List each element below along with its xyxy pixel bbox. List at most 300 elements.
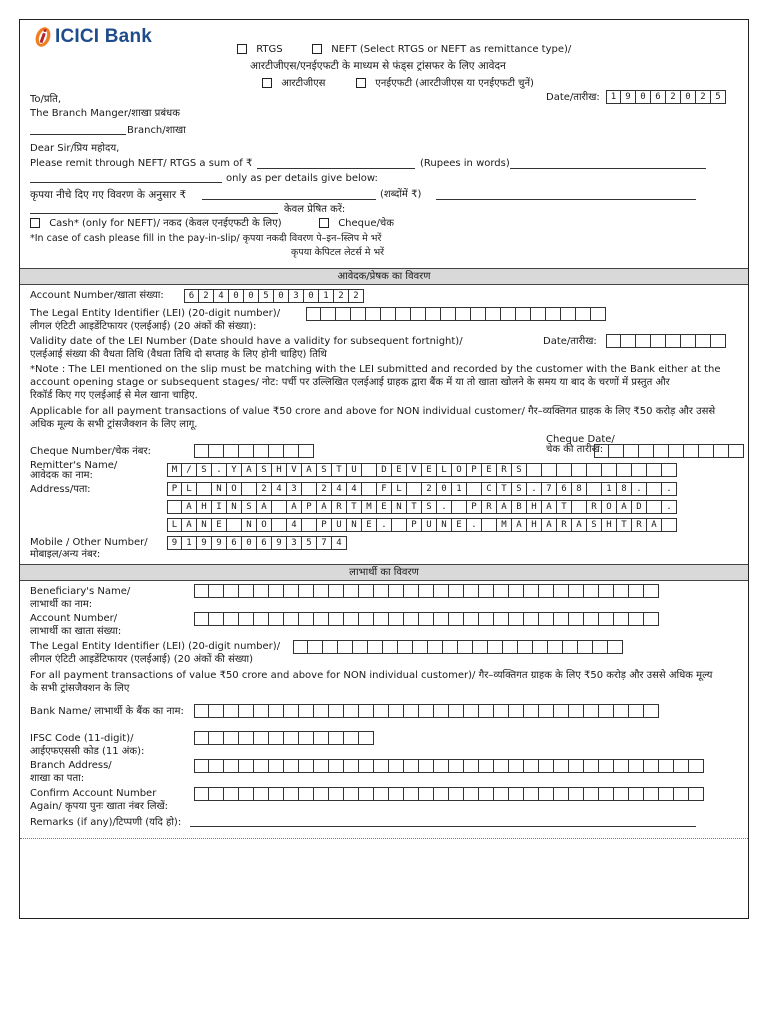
cheque-date-boxes[interactable] (594, 444, 744, 458)
account-digit-box[interactable]: 2 (334, 289, 349, 303)
address-char-box[interactable] (647, 500, 662, 514)
address-char-box[interactable]: M (497, 518, 512, 532)
beneficiary-lei-digit-box[interactable] (428, 640, 443, 654)
lei-digit-box[interactable] (321, 307, 336, 321)
date-digit-box[interactable]: 9 (621, 90, 636, 104)
beneficiary-account-digit-box[interactable] (464, 612, 479, 626)
mobile-digit-box[interactable]: 6 (257, 536, 272, 550)
rtgs-checkbox[interactable] (237, 44, 247, 54)
address-char-box[interactable]: O (257, 518, 272, 532)
ifsc-char-box[interactable] (194, 731, 209, 745)
branch-address-char-box[interactable] (389, 759, 404, 773)
address-char-box[interactable] (452, 500, 467, 514)
lei-digit-box[interactable] (306, 307, 321, 321)
date-digit-box[interactable]: 0 (636, 90, 651, 104)
address-char-box[interactable]: O (602, 500, 617, 514)
beneficiary-lei-digit-box[interactable] (548, 640, 563, 654)
confirm-account-digit-box[interactable] (509, 787, 524, 801)
account-digit-box[interactable]: 2 (199, 289, 214, 303)
confirm-account-digit-box[interactable] (254, 787, 269, 801)
remitter-char-box[interactable]: E (482, 463, 497, 477)
beneficiary-name-char-box[interactable] (239, 584, 254, 598)
confirm-account-digit-box[interactable] (554, 787, 569, 801)
neft-hi-checkbox[interactable] (356, 78, 366, 88)
bank-name-char-box[interactable] (464, 704, 479, 718)
beneficiary-lei-digit-box[interactable] (398, 640, 413, 654)
address-char-box[interactable]: L (182, 482, 197, 496)
branch-address-char-box[interactable] (404, 759, 419, 773)
bank-name-char-box[interactable] (314, 704, 329, 718)
address-char-box[interactable] (482, 518, 497, 532)
address-char-box[interactable]: N (437, 518, 452, 532)
confirm-account-digit-box[interactable] (314, 787, 329, 801)
address-char-box[interactable]: N (242, 518, 257, 532)
cheque-digit-box[interactable] (269, 444, 284, 458)
remitter-char-box[interactable]: R (497, 463, 512, 477)
beneficiary-name-char-box[interactable] (404, 584, 419, 598)
bank-name-char-box[interactable] (239, 704, 254, 718)
validity-date-digit-box[interactable] (651, 334, 666, 348)
bank-name-char-box[interactable] (389, 704, 404, 718)
rtgs-hi-option[interactable] (262, 78, 325, 90)
beneficiary-account-digit-box[interactable] (629, 612, 644, 626)
address-char-box[interactable]: T (407, 500, 422, 514)
cheque-date-digit-box[interactable] (684, 444, 699, 458)
beneficiary-account-digit-box[interactable] (374, 612, 389, 626)
confirm-account-digit-box[interactable] (404, 787, 419, 801)
cheque-option[interactable] (319, 218, 394, 230)
validity-date-digit-box[interactable] (711, 334, 726, 348)
amount-hi-line[interactable] (202, 199, 376, 200)
branch-address-char-box[interactable] (434, 759, 449, 773)
address-char-box[interactable]: O (227, 482, 242, 496)
beneficiary-account-digit-box[interactable] (524, 612, 539, 626)
beneficiary-name-char-box[interactable] (419, 584, 434, 598)
address-char-box[interactable]: S (512, 482, 527, 496)
beneficiary-name-char-box[interactable] (599, 584, 614, 598)
remitter-char-box[interactable]: A (302, 463, 317, 477)
address-char-box[interactable]: R (482, 500, 497, 514)
beneficiary-name-char-box[interactable] (509, 584, 524, 598)
remitter-char-box[interactable] (542, 463, 557, 477)
lei-digit-box[interactable] (336, 307, 351, 321)
confirm-account-digit-box[interactable] (644, 787, 659, 801)
confirm-account-digit-box[interactable] (524, 787, 539, 801)
address-char-box[interactable]: T (347, 500, 362, 514)
mobile-digit-box[interactable]: 6 (227, 536, 242, 550)
lei-digit-box[interactable] (561, 307, 576, 321)
confirm-account-digit-box[interactable] (209, 787, 224, 801)
beneficiary-lei-digit-box[interactable] (368, 640, 383, 654)
confirm-account-digit-box[interactable] (344, 787, 359, 801)
remitter-char-box[interactable]: E (392, 463, 407, 477)
confirm-account-digit-box[interactable] (284, 787, 299, 801)
beneficiary-name-boxes[interactable] (194, 584, 659, 598)
confirm-account-digit-box[interactable] (449, 787, 464, 801)
remitter-char-box[interactable] (362, 463, 377, 477)
cheque-date-digit-box[interactable] (609, 444, 624, 458)
beneficiary-lei-digit-box[interactable] (413, 640, 428, 654)
address-char-box[interactable] (467, 482, 482, 496)
cheque-checkbox[interactable] (319, 218, 329, 228)
beneficiary-account-digit-box[interactable] (329, 612, 344, 626)
date-boxes[interactable] (606, 90, 726, 104)
address-char-box[interactable]: A (497, 500, 512, 514)
beneficiary-lei-digit-box[interactable] (533, 640, 548, 654)
address-char-box[interactable] (227, 518, 242, 532)
branch-address-char-box[interactable] (254, 759, 269, 773)
confirm-account-digit-box[interactable] (689, 787, 704, 801)
lei-validity-date-boxes[interactable] (606, 334, 726, 348)
address-char-box[interactable]: . (632, 482, 647, 496)
neft-option[interactable] (312, 44, 571, 56)
cheque-digit-box[interactable] (194, 444, 209, 458)
beneficiary-account-digit-box[interactable] (209, 612, 224, 626)
confirm-account-digit-box[interactable] (359, 787, 374, 801)
beneficiary-name-char-box[interactable] (389, 584, 404, 598)
ifsc-char-box[interactable] (359, 731, 374, 745)
ifsc-char-box[interactable] (344, 731, 359, 745)
cheque-date-digit-box[interactable] (729, 444, 744, 458)
address-row-1-boxes[interactable] (167, 482, 677, 496)
remitter-char-box[interactable]: L (437, 463, 452, 477)
confirm-account-digit-box[interactable] (629, 787, 644, 801)
address-char-box[interactable]: 3 (287, 482, 302, 496)
address-char-box[interactable]: 0 (437, 482, 452, 496)
cheque-date-digit-box[interactable] (594, 444, 609, 458)
address-char-box[interactable]: H (197, 500, 212, 514)
address-char-box[interactable]: S (587, 518, 602, 532)
address-char-box[interactable] (302, 518, 317, 532)
remitter-char-box[interactable]: D (377, 463, 392, 477)
address-char-box[interactable] (362, 482, 377, 496)
beneficiary-lei-digit-box[interactable] (518, 640, 533, 654)
beneficiary-name-char-box[interactable] (269, 584, 284, 598)
account-digit-box[interactable]: 3 (289, 289, 304, 303)
remitter-char-box[interactable]: Y (227, 463, 242, 477)
bank-name-char-box[interactable] (299, 704, 314, 718)
address-char-box[interactable]: 4 (332, 482, 347, 496)
address-char-box[interactable]: A (287, 500, 302, 514)
neft-checkbox[interactable] (312, 44, 322, 54)
address-char-box[interactable]: I (212, 500, 227, 514)
address-char-box[interactable]: 6 (557, 482, 572, 496)
rtgs-hi-checkbox[interactable] (262, 78, 272, 88)
beneficiary-account-digit-box[interactable] (239, 612, 254, 626)
bank-name-char-box[interactable] (644, 704, 659, 718)
ifsc-char-box[interactable] (329, 731, 344, 745)
address-char-box[interactable]: N (197, 518, 212, 532)
address-char-box[interactable]: T (557, 500, 572, 514)
address-char-box[interactable]: 1 (452, 482, 467, 496)
cheque-date-digit-box[interactable] (654, 444, 669, 458)
address-char-box[interactable]: H (527, 500, 542, 514)
date-digit-box[interactable]: 2 (696, 90, 711, 104)
beneficiary-lei-digit-box[interactable] (308, 640, 323, 654)
branch-address-char-box[interactable] (359, 759, 374, 773)
address-char-box[interactable] (662, 518, 677, 532)
confirm-account-digit-box[interactable] (374, 787, 389, 801)
address-char-box[interactable]: 4 (287, 518, 302, 532)
confirm-account-digit-box[interactable] (494, 787, 509, 801)
account-digit-box[interactable]: 1 (319, 289, 334, 303)
ifsc-char-box[interactable] (254, 731, 269, 745)
beneficiary-name-char-box[interactable] (299, 584, 314, 598)
beneficiary-account-digit-box[interactable] (434, 612, 449, 626)
beneficiary-name-char-box[interactable] (629, 584, 644, 598)
address-char-box[interactable]: 4 (272, 482, 287, 496)
beneficiary-name-char-box[interactable] (524, 584, 539, 598)
branch-address-char-box[interactable] (674, 759, 689, 773)
address-char-box[interactable]: 2 (422, 482, 437, 496)
address-char-box[interactable]: E (452, 518, 467, 532)
bank-name-char-box[interactable] (344, 704, 359, 718)
cheque-date-digit-box[interactable] (669, 444, 684, 458)
remitter-char-box[interactable]: A (242, 463, 257, 477)
bank-name-char-box[interactable] (284, 704, 299, 718)
beneficiary-lei-boxes[interactable] (293, 640, 623, 654)
cheque-date-digit-box[interactable] (699, 444, 714, 458)
confirm-account-digit-box[interactable] (239, 787, 254, 801)
address-char-box[interactable] (242, 482, 257, 496)
address-char-box[interactable]: M (362, 500, 377, 514)
account-digit-box[interactable]: 4 (214, 289, 229, 303)
address-char-box[interactable] (647, 482, 662, 496)
lei-digit-box[interactable] (516, 307, 531, 321)
beneficiary-account-digit-box[interactable] (569, 612, 584, 626)
amount-line[interactable] (257, 168, 415, 169)
remitter-char-box[interactable] (632, 463, 647, 477)
branch-address-char-box[interactable] (689, 759, 704, 773)
ifsc-char-box[interactable] (284, 731, 299, 745)
branch-address-boxes[interactable] (194, 759, 704, 773)
address-char-box[interactable]: L (167, 518, 182, 532)
mobile-digit-box[interactable]: 7 (317, 536, 332, 550)
bank-name-char-box[interactable] (569, 704, 584, 718)
beneficiary-name-char-box[interactable] (479, 584, 494, 598)
beneficiary-account-digit-box[interactable] (254, 612, 269, 626)
bank-name-char-box[interactable] (584, 704, 599, 718)
address-char-box[interactable]: H (527, 518, 542, 532)
ifsc-char-box[interactable] (269, 731, 284, 745)
branch-address-char-box[interactable] (194, 759, 209, 773)
address-char-box[interactable]: S (422, 500, 437, 514)
branch-address-char-box[interactable] (599, 759, 614, 773)
address-char-box[interactable] (572, 500, 587, 514)
beneficiary-account-digit-box[interactable] (614, 612, 629, 626)
bank-name-char-box[interactable] (614, 704, 629, 718)
address-char-box[interactable]: A (182, 518, 197, 532)
remitter-char-box[interactable]: / (182, 463, 197, 477)
address-char-box[interactable]: N (212, 482, 227, 496)
address-char-box[interactable]: F (377, 482, 392, 496)
remitter-char-box[interactable]: O (452, 463, 467, 477)
address-char-box[interactable]: C (482, 482, 497, 496)
bank-name-char-box[interactable] (494, 704, 509, 718)
remitter-char-box[interactable]: U (347, 463, 362, 477)
beneficiary-name-char-box[interactable] (344, 584, 359, 598)
remitter-char-box[interactable]: S (512, 463, 527, 477)
bank-name-char-box[interactable] (269, 704, 284, 718)
date-digit-box[interactable]: 0 (681, 90, 696, 104)
beneficiary-account-digit-box[interactable] (194, 612, 209, 626)
address-char-box[interactable]: E (377, 500, 392, 514)
branch-address-char-box[interactable] (299, 759, 314, 773)
address-char-box[interactable]: L (392, 482, 407, 496)
bank-name-char-box[interactable] (479, 704, 494, 718)
ifsc-char-box[interactable] (314, 731, 329, 745)
cheque-digit-box[interactable] (299, 444, 314, 458)
address-char-box[interactable]: N (347, 518, 362, 532)
account-digit-box[interactable]: 0 (244, 289, 259, 303)
beneficiary-account-digit-box[interactable] (599, 612, 614, 626)
address-char-box[interactable]: P (407, 518, 422, 532)
branch-address-char-box[interactable] (659, 759, 674, 773)
remitter-char-box[interactable]: T (332, 463, 347, 477)
address-char-box[interactable]: D (632, 500, 647, 514)
branch-address-char-box[interactable] (239, 759, 254, 773)
remitter-char-box[interactable] (662, 463, 677, 477)
lei-digit-box[interactable] (501, 307, 516, 321)
address-char-box[interactable]: A (317, 500, 332, 514)
address-char-box[interactable]: R (587, 500, 602, 514)
beneficiary-lei-digit-box[interactable] (353, 640, 368, 654)
cheque-digit-box[interactable] (209, 444, 224, 458)
bank-name-char-box[interactable] (419, 704, 434, 718)
beneficiary-lei-digit-box[interactable] (473, 640, 488, 654)
beneficiary-name-char-box[interactable] (284, 584, 299, 598)
branch-address-char-box[interactable] (644, 759, 659, 773)
address-char-box[interactable]: R (632, 518, 647, 532)
address-char-box[interactable]: A (257, 500, 272, 514)
beneficiary-lei-digit-box[interactable] (488, 640, 503, 654)
cheque-digit-box[interactable] (224, 444, 239, 458)
address-char-box[interactable]: P (302, 500, 317, 514)
address-char-box[interactable] (587, 482, 602, 496)
bank-name-char-box[interactable] (329, 704, 344, 718)
address-char-box[interactable]: 7 (542, 482, 557, 496)
cheque-digit-box[interactable] (254, 444, 269, 458)
account-digit-box[interactable]: 6 (184, 289, 199, 303)
lei-digit-box[interactable] (411, 307, 426, 321)
remitter-char-box[interactable]: S (317, 463, 332, 477)
remitter-char-box[interactable] (527, 463, 542, 477)
beneficiary-name-char-box[interactable] (644, 584, 659, 598)
confirm-account-digit-box[interactable] (434, 787, 449, 801)
beneficiary-account-digit-box[interactable] (644, 612, 659, 626)
address-char-box[interactable]: E (212, 518, 227, 532)
confirm-account-digit-box[interactable] (659, 787, 674, 801)
cheque-date-digit-box[interactable] (714, 444, 729, 458)
remitter-char-box[interactable] (647, 463, 662, 477)
validity-date-digit-box[interactable] (681, 334, 696, 348)
confirm-account-digit-box[interactable] (569, 787, 584, 801)
remitter-char-box[interactable]: H (272, 463, 287, 477)
beneficiary-account-boxes[interactable] (194, 612, 659, 626)
beneficiary-account-digit-box[interactable] (554, 612, 569, 626)
address-char-box[interactable]: A (647, 518, 662, 532)
address-char-box[interactable]: S (242, 500, 257, 514)
beneficiary-account-digit-box[interactable] (389, 612, 404, 626)
amount-words-line[interactable] (510, 168, 706, 169)
address-char-box[interactable]: . (437, 500, 452, 514)
branch-address-char-box[interactable] (284, 759, 299, 773)
branch-address-char-box[interactable] (614, 759, 629, 773)
address-char-box[interactable]: E (362, 518, 377, 532)
address-char-box[interactable]: 2 (317, 482, 332, 496)
ifsc-char-box[interactable] (224, 731, 239, 745)
account-digit-box[interactable]: 2 (349, 289, 364, 303)
beneficiary-account-digit-box[interactable] (359, 612, 374, 626)
address-char-box[interactable]: 2 (257, 482, 272, 496)
beneficiary-account-digit-box[interactable] (344, 612, 359, 626)
beneficiary-name-char-box[interactable] (254, 584, 269, 598)
bank-name-char-box[interactable] (554, 704, 569, 718)
branch-address-char-box[interactable] (569, 759, 584, 773)
cheque-date-digit-box[interactable] (639, 444, 654, 458)
beneficiary-account-digit-box[interactable] (449, 612, 464, 626)
address-char-box[interactable] (407, 482, 422, 496)
address-char-box[interactable]: 8 (572, 482, 587, 496)
validity-date-digit-box[interactable] (606, 334, 621, 348)
beneficiary-account-digit-box[interactable] (314, 612, 329, 626)
beneficiary-account-digit-box[interactable] (419, 612, 434, 626)
address-char-box[interactable]: 1 (602, 482, 617, 496)
account-digit-box[interactable]: 0 (304, 289, 319, 303)
mobile-number-boxes[interactable] (167, 536, 347, 550)
lei-digit-box[interactable] (486, 307, 501, 321)
branch-address-char-box[interactable] (344, 759, 359, 773)
account-number-boxes[interactable] (184, 289, 364, 303)
address-char-box[interactable]: R (332, 500, 347, 514)
beneficiary-account-digit-box[interactable] (494, 612, 509, 626)
beneficiary-name-char-box[interactable] (554, 584, 569, 598)
remitter-char-box[interactable]: V (407, 463, 422, 477)
lei-boxes[interactable] (306, 307, 606, 321)
bank-name-char-box[interactable] (524, 704, 539, 718)
validity-date-digit-box[interactable] (666, 334, 681, 348)
address-char-box[interactable]: N (227, 500, 242, 514)
bank-name-char-box[interactable] (629, 704, 644, 718)
beneficiary-name-char-box[interactable] (539, 584, 554, 598)
branch-address-char-box[interactable] (554, 759, 569, 773)
account-digit-box[interactable]: 0 (274, 289, 289, 303)
remitter-char-box[interactable]: M (167, 463, 182, 477)
branch-address-char-box[interactable] (329, 759, 344, 773)
mobile-digit-box[interactable]: 0 (242, 536, 257, 550)
confirm-account-digit-box[interactable] (674, 787, 689, 801)
address-char-box[interactable]: T (497, 482, 512, 496)
address-char-box[interactable]: P (167, 482, 182, 496)
remitter-name-boxes[interactable] (167, 463, 677, 477)
bank-name-char-box[interactable] (404, 704, 419, 718)
address-char-box[interactable] (272, 500, 287, 514)
mobile-digit-box[interactable]: 5 (302, 536, 317, 550)
branch-address-char-box[interactable] (314, 759, 329, 773)
beneficiary-account-digit-box[interactable] (299, 612, 314, 626)
confirm-account-digit-box[interactable] (539, 787, 554, 801)
beneficiary-account-digit-box[interactable] (479, 612, 494, 626)
lei-digit-box[interactable] (351, 307, 366, 321)
date-digit-box[interactable]: 2 (666, 90, 681, 104)
address-char-box[interactable]: U (422, 518, 437, 532)
address-row-2-boxes[interactable] (167, 500, 677, 514)
address-char-box[interactable]: A (542, 500, 557, 514)
mobile-digit-box[interactable]: 3 (287, 536, 302, 550)
lei-digit-box[interactable] (441, 307, 456, 321)
date-digit-box[interactable]: 1 (606, 90, 621, 104)
cash-checkbox[interactable] (30, 218, 40, 228)
